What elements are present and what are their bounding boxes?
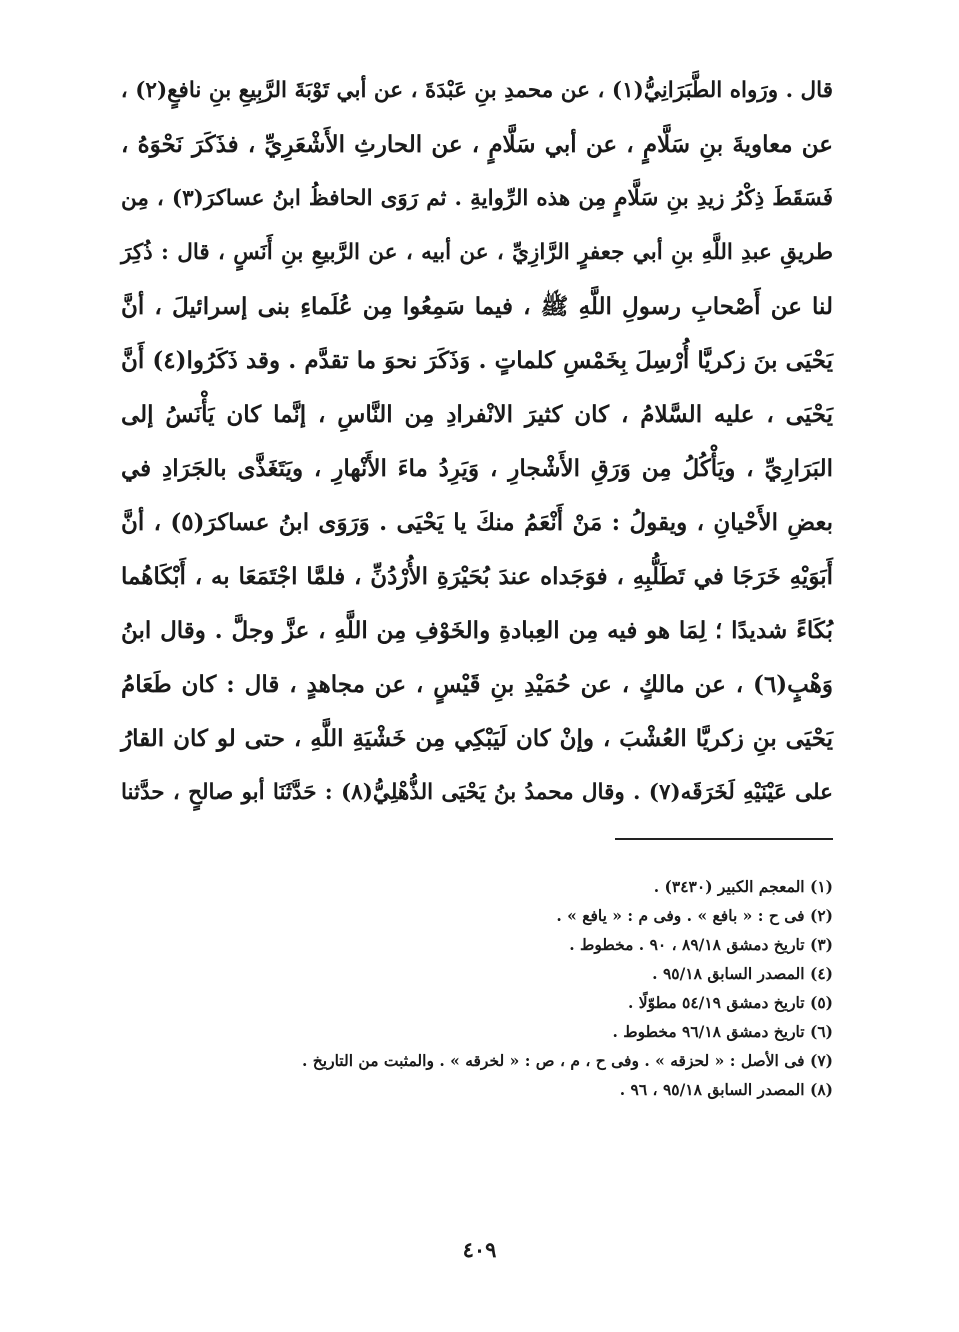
main-text (121, 64, 833, 820)
text-line: البَرَارِيِّ ، ويَأْكُلُ مِن وَرَقِ الأَشْجارِ ، وَيَرِدُ ماءَ الأَنْهارِ ، ويَتَغَذَّى بالجَرَادِ في (121, 455, 833, 482)
footnote: (٣) تاريخ دمشق ٨٩/١٨ ، ٩٠ . مخطوط . (569, 935, 833, 954)
text-line: بُكَاءً شديدًا ؛ لِمَا هو فيه مِن العِبادةِ والخَوْفِ مِن اللَّهِ ، عزَّ وجلَّ . وقال ابنُ (121, 617, 833, 644)
text-line: وَهْبٍ(٦) ، عن مالكٍ ، عن حُمَيْدِ بنِ قَيْسٍ ، عن مجاهدٍ ، قال : كان طَعَامُ (121, 671, 833, 698)
page-number: ٤٠٩ (462, 1237, 497, 1262)
text-line: يَحْيَى بنِ زكريَّا العُشْبَ ، وإنْ كان لَيَبْكِي مِن خَشْيَةِ اللَّهِ ، حتى لو كان القارُ (121, 725, 833, 752)
footnote: (٨) المصدر السابق ٩٥/١٨ ، ٩٦ . (619, 1080, 833, 1099)
text-line: بعضِ الأَحْيانِ ، ويقولُ : مَنْ أَنْعَمُ منكَ يا يَحْيَى . وَرَوَى ابنُ عساكرَ(٥) ، أنَّ (121, 509, 833, 536)
text-line: يَحْيَى ، عليه السَّلامُ ، كان كثيرَ الانْفرادِ مِن النَّاسِ ، إنَّما كان يَأْنَسُ إلى (121, 401, 833, 428)
text-line: لنا عن أَصْحابِ رسولِ اللَّهِ ﷺ ، فيما سَمِعُوا مِن عُلَماءِ بنى إسرائيلَ ، أنَّ (121, 293, 833, 320)
footnote: (٧) فى الأصل : « لحزقه » . وفى ح ، م ، ص : « لخرقه » . والمثبت من التاريخ . (301, 1051, 833, 1070)
text-line: يَحْيَى بنَ زكريَّا أُرْسِلَ بِخَمْسِ كلماتٍ . وَذَكَرَ نحوَ ما تقدَّم . وقد ذَكَرُوا(٤) أَنَّ (121, 347, 834, 374)
text-line: طريقِ عبدِ اللَّهِ بنِ أبي جعفرٍ الرَّازِيِّ ، عن أبيه ، عن الرَّبيعِ بنِ أَنَسٍ ، قال : ذُكِرَ (121, 240, 833, 265)
text-line: أَبَوَيْهِ خَرَجَا في تَطَلُّبِهِ ، فوَجَداه عندَ بُحَيْرَةِ الأُرْدُنِّ ، فلمَّا اجْتَمَعَا به ، أَبْكَاهُما (121, 563, 833, 590)
text-line: عن معاويةَ بنِ سَلَّامٍ ، عن أبي سَلَّامٍ ، عن الحارثِ الأَشْعَرِيِّ ، فذَكَرَ نَحْوَهُ ، (121, 131, 833, 158)
footnote: (٦) تاريخ دمشق ٩٦/١٨ مخطوط . (612, 1022, 833, 1041)
footnote: (٢) فى ح : « بافع » . وفى م : « يافع » . (556, 906, 833, 925)
footnote: (٥) تاريخ دمشق ٥٤/١٩ مطوّلًا . (627, 993, 833, 1012)
footnote: (٤) المصدر السابق ٩٥/١٨ . (652, 964, 833, 983)
text-line: فَسَقَطَ ذِكْرُ زيدِ بنِ سَلَّامٍ مِن هذه الرِّوايةِ . ثم رَوَى الحافظُ ابنُ عساكرَ(٣) ، مِن (121, 186, 833, 211)
footnote-divider (615, 838, 833, 840)
text-line: على عَيْنَيْهِ لَخَرَقَه(٧) . وقال محمدُ بنُ يَحْيَى الذُّهْلِيُّ(٨) : حَدَّثَنَا أبو صالحٍ ، حدَّثنا (121, 780, 833, 805)
footnotes (121, 872, 833, 1104)
footnote: (١) المعجم الكبير (٣٤٣٠) . (653, 877, 833, 896)
text-line: قال . ورَواه الطَّبَرَانِيُّ(١) ، عن محمدِ بنِ عَبْدَةَ ، عن أبي تَوْبَةَ الرَّبِيعِ بنِ نافعٍ(٢) ، (120, 78, 833, 103)
